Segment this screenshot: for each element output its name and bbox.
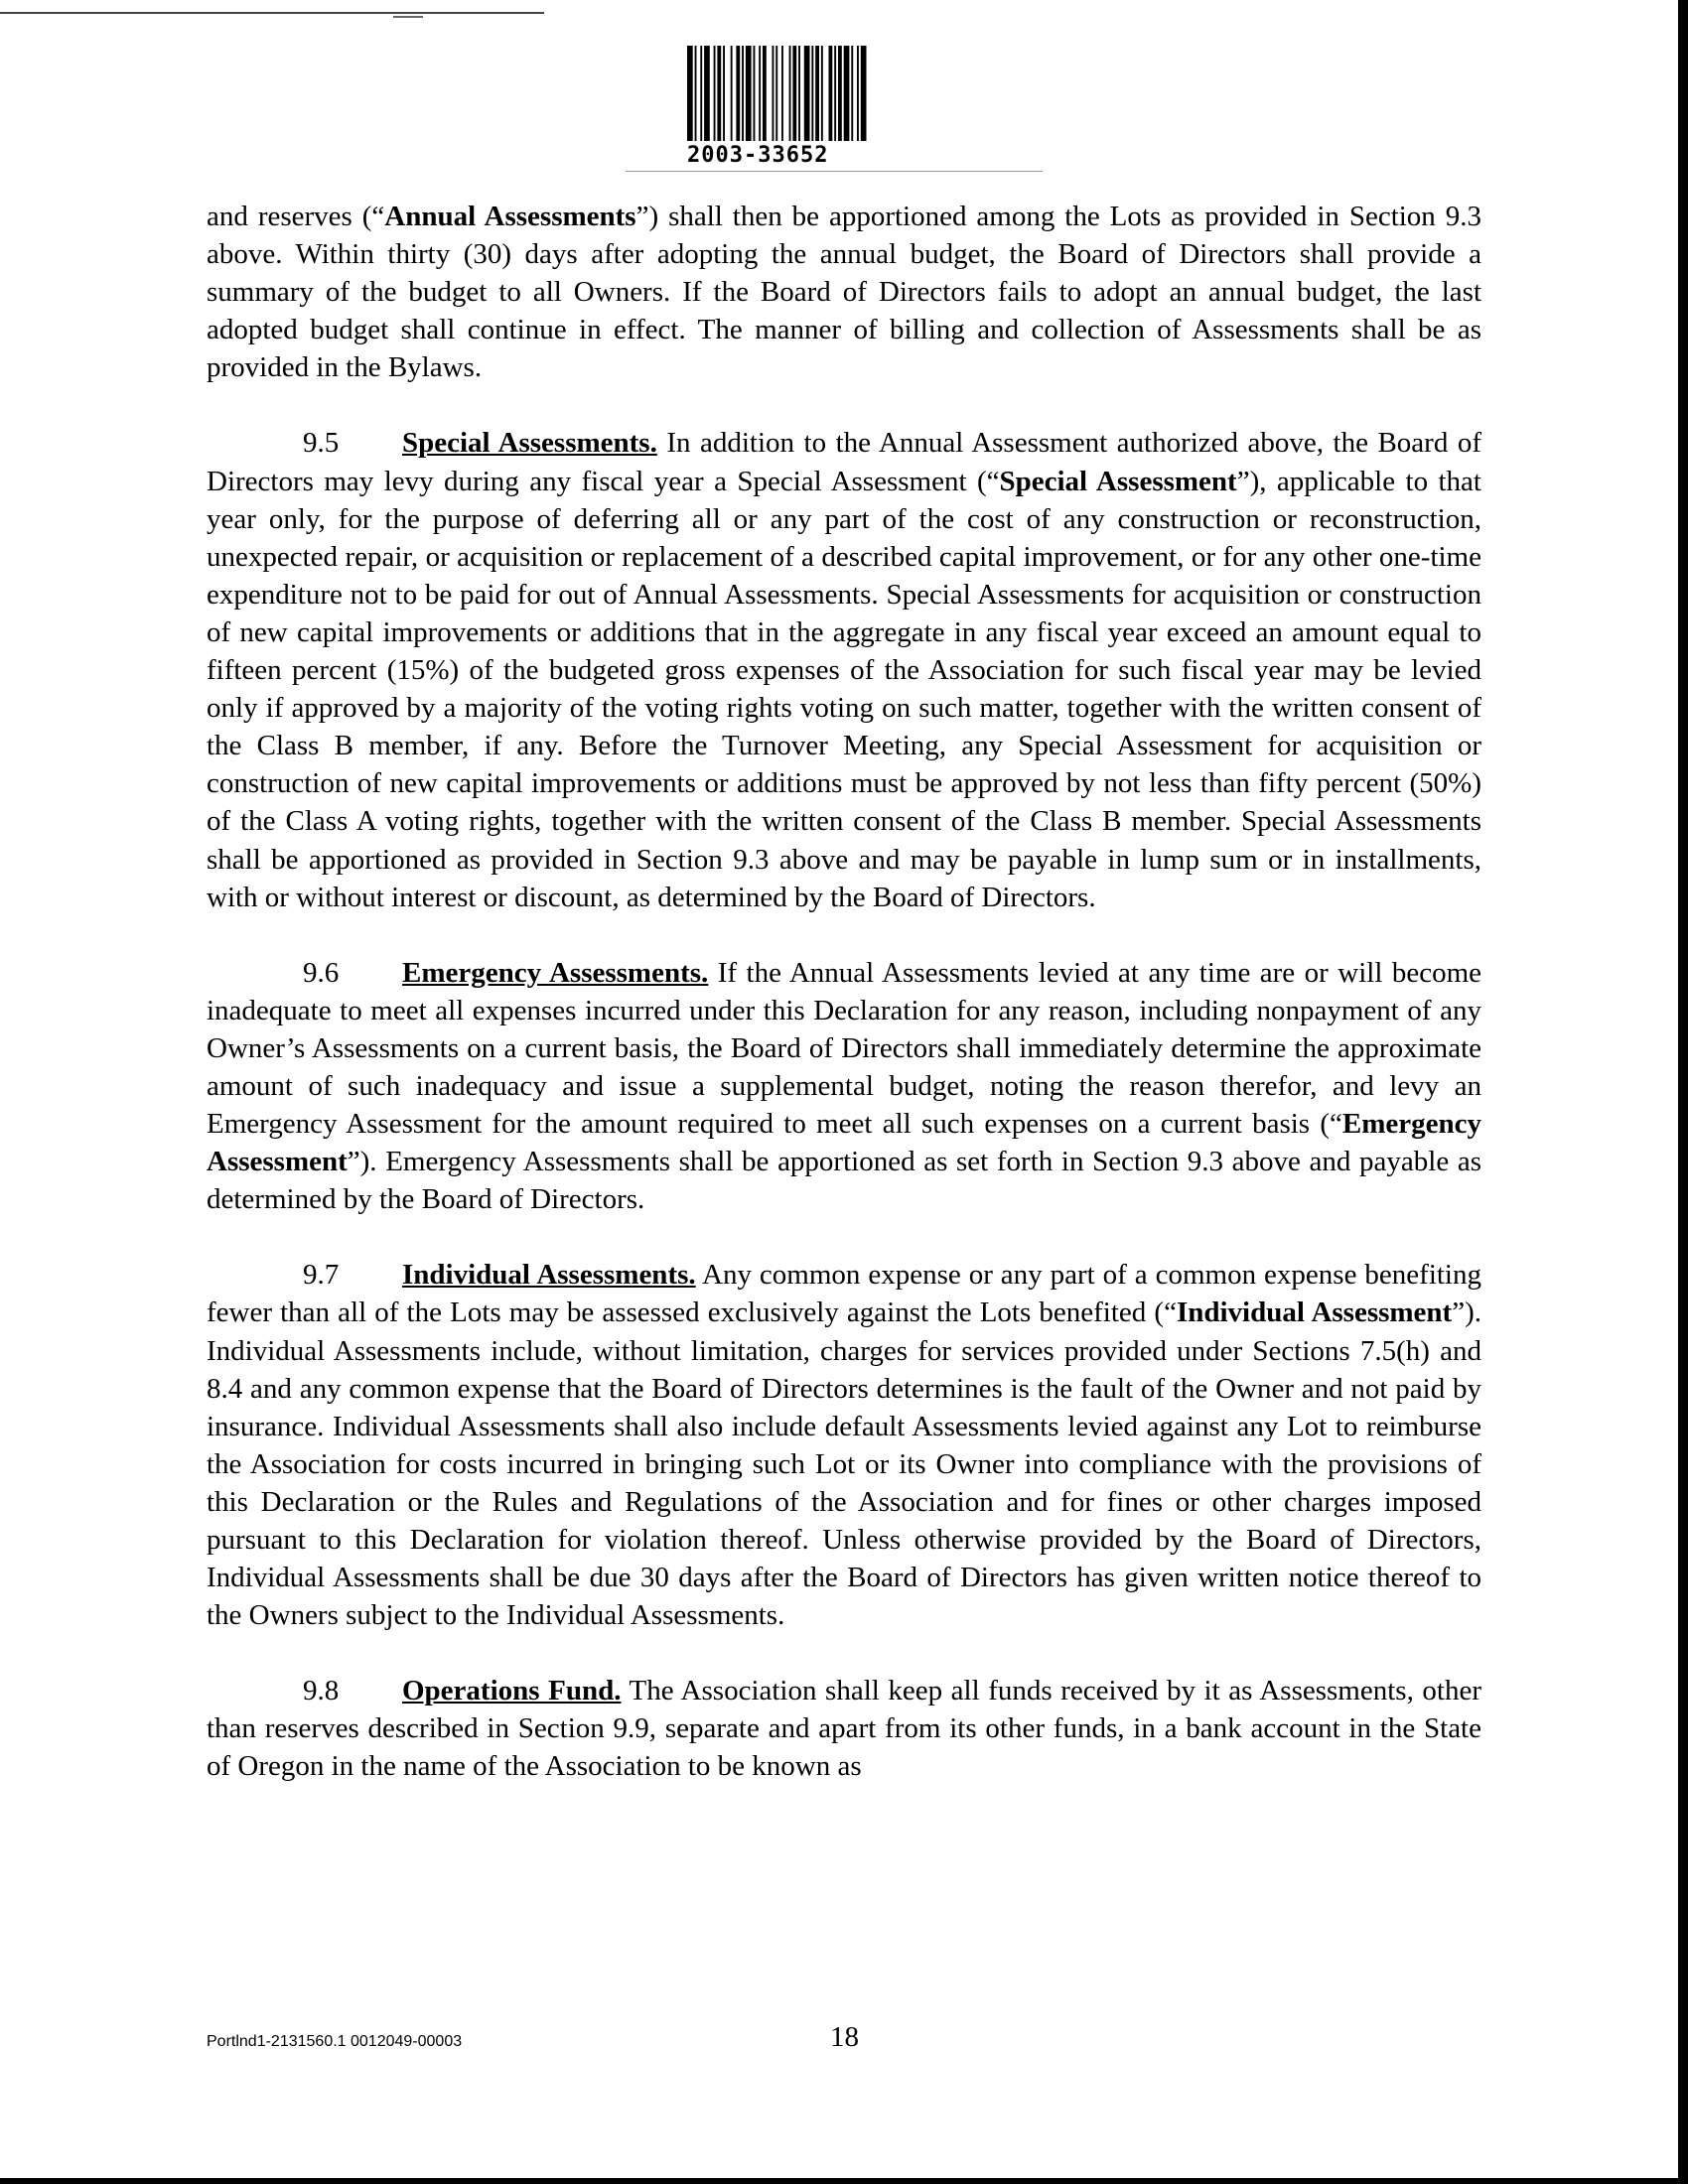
barcode-bar: [723, 46, 725, 141]
barcode-bar: [700, 46, 702, 141]
barcode-bar: [857, 46, 859, 141]
section-number: 9.6: [303, 956, 340, 989]
barcode-bar: [736, 46, 740, 141]
barcode-bar: [704, 46, 710, 141]
section-heading: Individual Assessments.: [402, 1259, 696, 1292]
barcode-bar: [775, 46, 777, 141]
defined-term: Emergency Assessment: [207, 1108, 1481, 1178]
barcode-bar: [844, 46, 850, 141]
barcode-bar: [811, 46, 813, 141]
barcode-bar: [773, 46, 774, 141]
recording-number: 2003-33652: [687, 143, 829, 168]
scan-frame-right: [1678, 0, 1688, 2184]
section-number: 9.5: [303, 427, 340, 460]
barcode-bar: [754, 46, 756, 141]
barcode-bar: [834, 46, 836, 141]
barcode-bar: [695, 46, 697, 141]
section-9-7: 9.7 Individual Assessments. Any common expense or any part of a common expense benefiting fewer than all of the Lots may be assessed exclusively against the Lots benefited (“Individual Assessment”). Individual Assessments include, without limitation, charges for services provided under Sections 7.5(h) and 8.4 and any common expense that the Board of Directors determines is the fault of the Owner and not paid by insurance. Individual Assessments shall also include default Assessments levied against any Lot to reimburse the Association for costs incurred in bringing such Lot or its Owner into compliance with the provisions of this Declaration or the Rules and Regulations of the Association and for fines or other charges imposed pursuant to this Declaration for violation thereof. Unless otherwise provided by the Board of Directors, Individual Assessments shall be due 30 days after the Board of Directors has given written notice thereof to the Owners subject to the Individual Assessments.: [207, 1256, 1481, 1634]
barcode-bar: [781, 46, 783, 141]
section-heading: Special Assessments.: [402, 427, 657, 460]
recording-barcode: [683, 46, 981, 168]
footer-document-id: Portlnd1-2131560.1 0012049-00003: [207, 2033, 463, 2050]
barcode-bar: [838, 46, 842, 141]
section-9-6: 9.6 Emergency Assessments. If the Annual Assessments levied at any time are or will become inadequate to meet all expenses incurred under this Declaration for any reason, including nonpayment of any Owner’s Assessments on a current basis, the Board of Directors shall immediately determine the approximate amount of such inadequacy and issue a supplemental budget, noting the reason therefor, and levy an Emergency Assessment for the amount required to meet all such expenses on a current basis (“Emergency Assessment”). Emergency Assessments shall be apportioned as set forth in Section 9.3 above and payable as determined by the Board of Directors.: [207, 954, 1481, 1219]
barcode-bar: [861, 46, 867, 141]
section-heading: Operations Fund.: [402, 1675, 622, 1707]
barcode-bar: [759, 46, 761, 141]
barcode-bar: [821, 46, 823, 141]
barcode-bar: [789, 46, 791, 141]
barcode-bar: [798, 46, 800, 141]
barcode-bar: [851, 46, 853, 141]
defined-term: Special Assessment: [999, 465, 1237, 497]
barcode-bars: [683, 46, 981, 141]
section-heading: Emergency Assessments.: [402, 956, 709, 989]
continuation-paragraph: and reserves (“Annual Assessments”) shall then be apportioned among the Lots as provided in Section 9.3 above. Within thirty (30) days after adopting the annual budget, the Board of Directors shall provide a summary of the budget to all Owners. If the Board of Directors fails to adopt an annual budget, the last adopted budget shall continue in effect. The manner of billing and collection of Assessments shall be as provided in the Bylaws.: [207, 201, 1481, 384]
barcode-bar: [714, 46, 716, 141]
barcode-bar: [804, 46, 810, 141]
section-9-8: 9.8 Operations Fund. The Association shall keep all funds received by it as Assessments, other than reserves described in Section 9.9, separate and apart from its other funds, in a bank account in the State of Oregon in the name of the Association to be known as: [207, 1672, 1481, 1785]
scan-frame-bottom: [0, 2178, 1688, 2184]
barcode-bar: [815, 46, 819, 141]
barcode-bar: [792, 46, 796, 141]
section-number: 9.7: [303, 1259, 340, 1292]
section-9-5: 9.5 Special Assessments. In addition to the Annual Assessment authorized above, the Board of Directors may levy during any fiscal year a Special Assessment (“Special Assessment”), applicable to that year only, for the purpose of deferring all or any part of the cost of any construction or reconstruction, unexpected repair, or acquisition or replacement of a described capital improvement, or for any other one-time expenditure not to be paid for out of Annual Assessments. Special Assessments for acquisition or construction of new capital improvements or additions that in the aggregate in any fiscal year exceed an amount equal to fifteen percent (15%) of the budgeted gross expenses of the Association for such fiscal year may be levied only if approved by a majority of the voting rights voting on such matter, together with the written consent of the Class B member, if any. Before the Turnover Meeting, any Special Assessment for acquisition or construction of new capital improvements or additions must be approved by not less than fifty percent (50%) of the Class A voting rights, together with the written consent of the Class B member. Special Assessments shall be apportioned as provided in Section 9.3 above and may be payable in lump sum or in installments, with or without interest or discount, as determined by the Board of Directors.: [207, 424, 1481, 915]
barcode-bar: [687, 46, 693, 141]
barcode-bar: [763, 46, 767, 141]
barcode-bar: [742, 46, 744, 141]
page-number: 18: [830, 2021, 859, 2053]
barcode-bar: [746, 46, 752, 141]
barcode-bar: [829, 46, 833, 141]
page-body: [207, 198, 1481, 1824]
scan-edge-line: [0, 12, 544, 14]
defined-term: Individual Assessment: [1176, 1297, 1453, 1329]
scan-edge-tick: [393, 16, 423, 18]
barcode-bar: [731, 46, 733, 141]
section-number: 9.8: [303, 1675, 340, 1707]
defined-term: Annual Assessments: [384, 201, 636, 232]
barcode-underline: [626, 171, 1043, 172]
barcode-bar: [717, 46, 721, 141]
